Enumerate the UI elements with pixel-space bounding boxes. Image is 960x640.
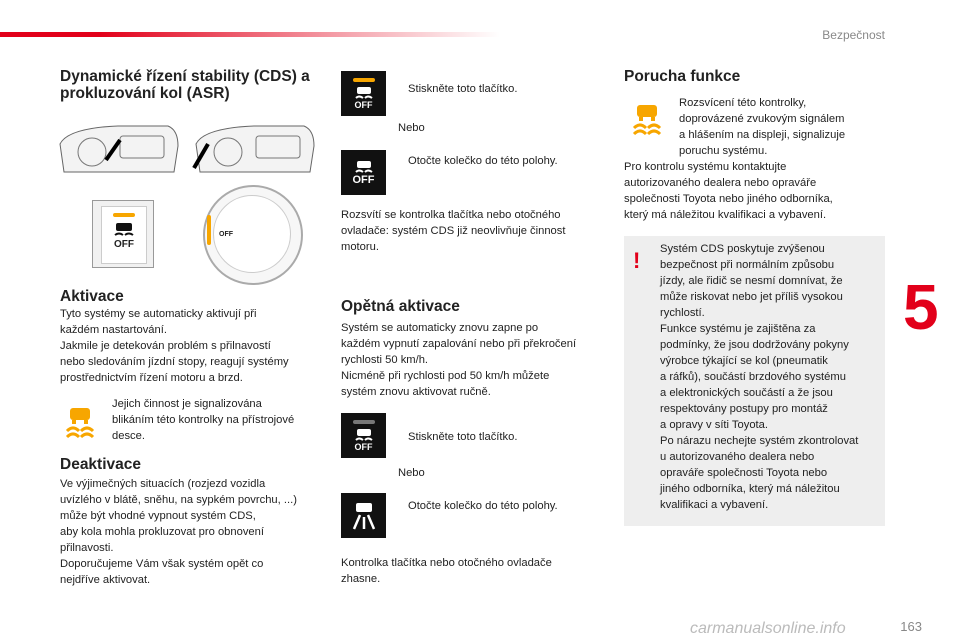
activation-text: Tyto systémy se automaticky aktivují při každém nastartování. Jakmile je detekován problém s přilnavostí nebo sledováním jízdní stopy, reagují systémy prostřednictvím řízení motoru a brzd. — [60, 308, 289, 384]
deactivation-heading: Deaktivace — [60, 456, 142, 473]
dial-off-position-icon: OFF — [341, 150, 386, 195]
dashboard-icon — [58, 122, 320, 182]
chapter-number: 5 — [903, 271, 939, 343]
reactivation-heading: Opětná aktivace — [341, 298, 460, 315]
main-title: Dynamické řízení stability (CDS) a prokluzování kol (ASR) — [60, 68, 310, 103]
fault-text: Pro kontrolu systému kontaktujte autorizovaného dealera nebo opraváře společnosti Toyota nebo jiného odborníka, který má náležitou kvalifikaci a vybavení. — [624, 161, 833, 221]
or-label-2: Nebo — [398, 467, 425, 479]
activation-indicator-text: Jejich činnost je signalizována blikáním této kontrolky na přístrojové desce. — [112, 398, 295, 442]
dial-icon — [203, 185, 303, 285]
dial-on-position-icon — [341, 493, 386, 538]
step1-text: Stiskněte toto tlačítko. — [408, 83, 518, 95]
dial-off-label: OFF — [219, 231, 233, 238]
watermark: carmanualsonline.info — [690, 620, 846, 637]
activation-heading: Aktivace — [60, 288, 124, 305]
reactivation-text: Systém se automaticky znovu zapne po každém vypnutí zapalování nebo při překročení rychlosti 50 km/h. Nicméně při rychlosti pod 50 km/h můžete systém znovu aktivovat ručně. — [341, 322, 577, 398]
section-name: Bezpečnost — [822, 28, 885, 42]
cds-off-button-unlit-icon: OFF — [341, 413, 386, 458]
fault-indicator-text: Rozsvícení této kontrolky, doprovázené zvukovým signálem a hlášením na displeji, signalizuje poruchu systému. — [679, 97, 846, 157]
stability-warning-icon — [63, 405, 97, 439]
page-number: 163 — [900, 619, 922, 634]
fault-heading: Porucha funkce — [624, 68, 741, 85]
step2-text: Otočte kolečko do této polohy. — [408, 155, 558, 167]
final-text: Kontrolka tlačítka nebo otočného ovladače zhasne. — [341, 557, 552, 585]
warning-note-text: Systém CDS poskytuje zvýšenou bezpečnost při normálním způsobu jízdy, ale řidič se nesmí domnívat, že může riskovat nebo jet příliš vysokou rychlostí. Funkce systému je zajištěna za podmínky, že jsou dodržovány pokyny výrobce týkající se kol (pneumatik a ráfků), součástí brzdového systému a elektronických součástí a že jsou respektovány postupy pro montáž a opravy v síti Toyota. Po nárazu nechejte systém zkontrolovat u autorizovaného dealera nebo opraváře společnosti Toyota nebo jiného odborníka, který má náležitou kvalifikaci a vybavení. — [660, 243, 859, 511]
or-label-1: Nebo — [398, 122, 425, 134]
step4-text: Otočte kolečko do této polohy. — [408, 500, 558, 512]
header-accent-bar — [0, 32, 500, 37]
button-off-label: OFF — [114, 239, 134, 250]
cds-off-button-lit-icon: OFF — [341, 71, 386, 116]
step3-text: Stiskněte toto tlačítko. — [408, 431, 518, 443]
deactivation-text: Ve výjimečných situacích (rozjezd vozidla uvízlého v blátě, sněhu, na sypkém povrchu, ...) může být vhodné vypnout systém CDS, aby kola mohla prokluzovat pro obnovení přilnavosti. Doporučujeme Vám však systém opět co nejdříve aktivovat. — [60, 478, 297, 586]
fault-warning-icon — [630, 102, 664, 136]
exclamation-icon: ! — [633, 248, 641, 273]
result-text: Rozsvítí se kontrolka tlačítka nebo otočného ovladače: systém CDS již neovlivňuje činnost motoru. — [341, 209, 566, 253]
cds-off-button-icon — [92, 200, 154, 268]
